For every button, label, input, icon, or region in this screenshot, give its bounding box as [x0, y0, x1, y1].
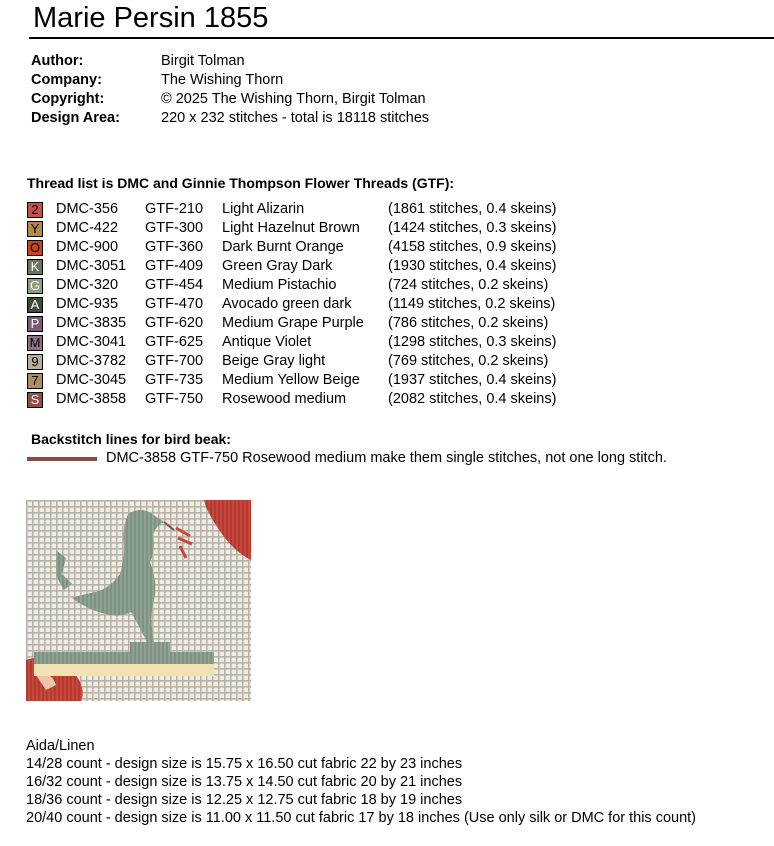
- title-divider: [29, 37, 774, 39]
- thread-stitch-count: (1937 stitches, 0.4 skeins): [388, 372, 557, 388]
- thread-name: Medium Yellow Beige: [222, 372, 360, 388]
- backstitch-description: DMC-3858 GTF-750 Rosewood medium make them single stitches, not one long stitch.: [106, 450, 667, 466]
- thread-symbol-swatch: O: [27, 240, 43, 256]
- thread-gtf-code: GTF-625: [145, 334, 204, 350]
- thread-symbol-swatch: P: [27, 316, 43, 332]
- thread-symbol-swatch: M: [27, 335, 43, 351]
- thread-gtf-code: GTF-454: [145, 277, 204, 293]
- thread-gtf-code: GTF-360: [145, 239, 204, 255]
- thread-gtf-code: GTF-409: [145, 258, 204, 274]
- thread-symbol-swatch: S: [27, 392, 43, 408]
- thread-name: Medium Pistachio: [222, 277, 337, 293]
- thread-gtf-code: GTF-750: [145, 391, 204, 407]
- thread-dmc-code: DMC-900: [56, 239, 119, 255]
- thread-symbol-swatch: A: [27, 297, 43, 313]
- thread-gtf-code: GTF-470: [145, 296, 204, 312]
- thread-name: Green Gray Dark: [222, 258, 333, 274]
- thread-name: Dark Burnt Orange: [222, 239, 344, 255]
- thread-list-heading: Thread list is DMC and Ginnie Thompson Flower Threads (GTF):: [27, 175, 455, 191]
- thread-stitch-count: (1930 stitches, 0.4 skeins): [388, 258, 557, 274]
- backstitch-line-swatch: [27, 457, 97, 461]
- fabric-size-line: 20/40 count - design size is 11.00 x 11.50 cut fabric 17 by 18 inches (Use only silk or DMC for this count): [26, 810, 697, 826]
- thread-dmc-code: DMC-3041: [56, 334, 127, 350]
- thread-gtf-code: GTF-700: [145, 353, 204, 369]
- thread-symbol-swatch: 9: [27, 354, 43, 370]
- fabric-size-line: 14/28 count - design size is 15.75 x 16.50 cut fabric 22 by 23 inches: [26, 756, 463, 772]
- meta-value: The Wishing Thorn: [161, 72, 284, 88]
- thread-symbol-swatch: 7: [27, 373, 43, 389]
- thread-gtf-code: GTF-620: [145, 315, 204, 331]
- thread-dmc-code: DMC-935: [56, 296, 119, 312]
- meta-label: Copyright:: [31, 91, 105, 107]
- stitched-sample-photo: [26, 500, 251, 701]
- thread-dmc-code: DMC-3051: [56, 258, 127, 274]
- meta-label: Design Area:: [31, 110, 120, 126]
- thread-stitch-count: (724 stitches, 0.2 skeins): [388, 277, 549, 293]
- thread-name: Medium Grape Purple: [222, 315, 364, 331]
- thread-dmc-code: DMC-3835: [56, 315, 127, 331]
- meta-value: 220 x 232 stitches - total is 18118 stitches: [161, 110, 430, 126]
- thread-name: Avocado green dark: [222, 296, 352, 312]
- fabric-size-line: 18/36 count - design size is 12.25 x 12.75 cut fabric 18 by 19 inches: [26, 792, 463, 808]
- fabric-size-line: 16/32 count - design size is 13.75 x 14.50 cut fabric 20 by 21 inches: [26, 774, 463, 790]
- thread-stitch-count: (4158 stitches, 0.9 skeins): [388, 239, 557, 255]
- thread-dmc-code: DMC-3858: [56, 391, 127, 407]
- thread-dmc-code: DMC-422: [56, 220, 119, 236]
- thread-stitch-count: (1149 stitches, 0.2 skeins): [388, 296, 556, 312]
- meta-label: Author:: [31, 53, 84, 69]
- thread-gtf-code: GTF-210: [145, 201, 204, 217]
- thread-dmc-code: DMC-3782: [56, 353, 127, 369]
- thread-gtf-code: GTF-735: [145, 372, 204, 388]
- meta-value: © 2025 The Wishing Thorn, Birgit Tolman: [161, 91, 426, 107]
- thread-gtf-code: GTF-300: [145, 220, 204, 236]
- thread-symbol-swatch: 2: [27, 202, 43, 218]
- meta-value: Birgit Tolman: [161, 53, 245, 69]
- thread-stitch-count: (769 stitches, 0.2 skeins): [388, 353, 549, 369]
- fabric-heading: Aida/Linen: [26, 738, 95, 754]
- backstitch-heading: Backstitch lines for bird beak:: [31, 431, 231, 447]
- thread-stitch-count: (1424 stitches, 0.3 skeins): [388, 220, 557, 236]
- thread-stitch-count: (1298 stitches, 0.3 skeins): [388, 334, 557, 350]
- thread-dmc-code: DMC-3045: [56, 372, 127, 388]
- thread-name: Antique Violet: [222, 334, 312, 350]
- thread-stitch-count: (1861 stitches, 0.4 skeins): [388, 201, 557, 217]
- thread-dmc-code: DMC-320: [56, 277, 119, 293]
- meta-label: Company:: [31, 72, 102, 88]
- thread-stitch-count: (786 stitches, 0.2 skeins): [388, 315, 549, 331]
- thread-name: Light Hazelnut Brown: [222, 220, 360, 236]
- thread-name: Rosewood medium: [222, 391, 347, 407]
- thread-symbol-swatch: G: [27, 278, 43, 294]
- thread-name: Beige Gray light: [222, 353, 326, 369]
- thread-stitch-count: (2082 stitches, 0.4 skeins): [388, 391, 557, 407]
- thread-symbol-swatch: Y: [27, 221, 43, 237]
- thread-name: Light Alizarin: [222, 201, 305, 217]
- thread-symbol-swatch: K: [27, 259, 43, 275]
- page-title: Marie Persin 1855: [33, 2, 269, 34]
- thread-dmc-code: DMC-356: [56, 201, 119, 217]
